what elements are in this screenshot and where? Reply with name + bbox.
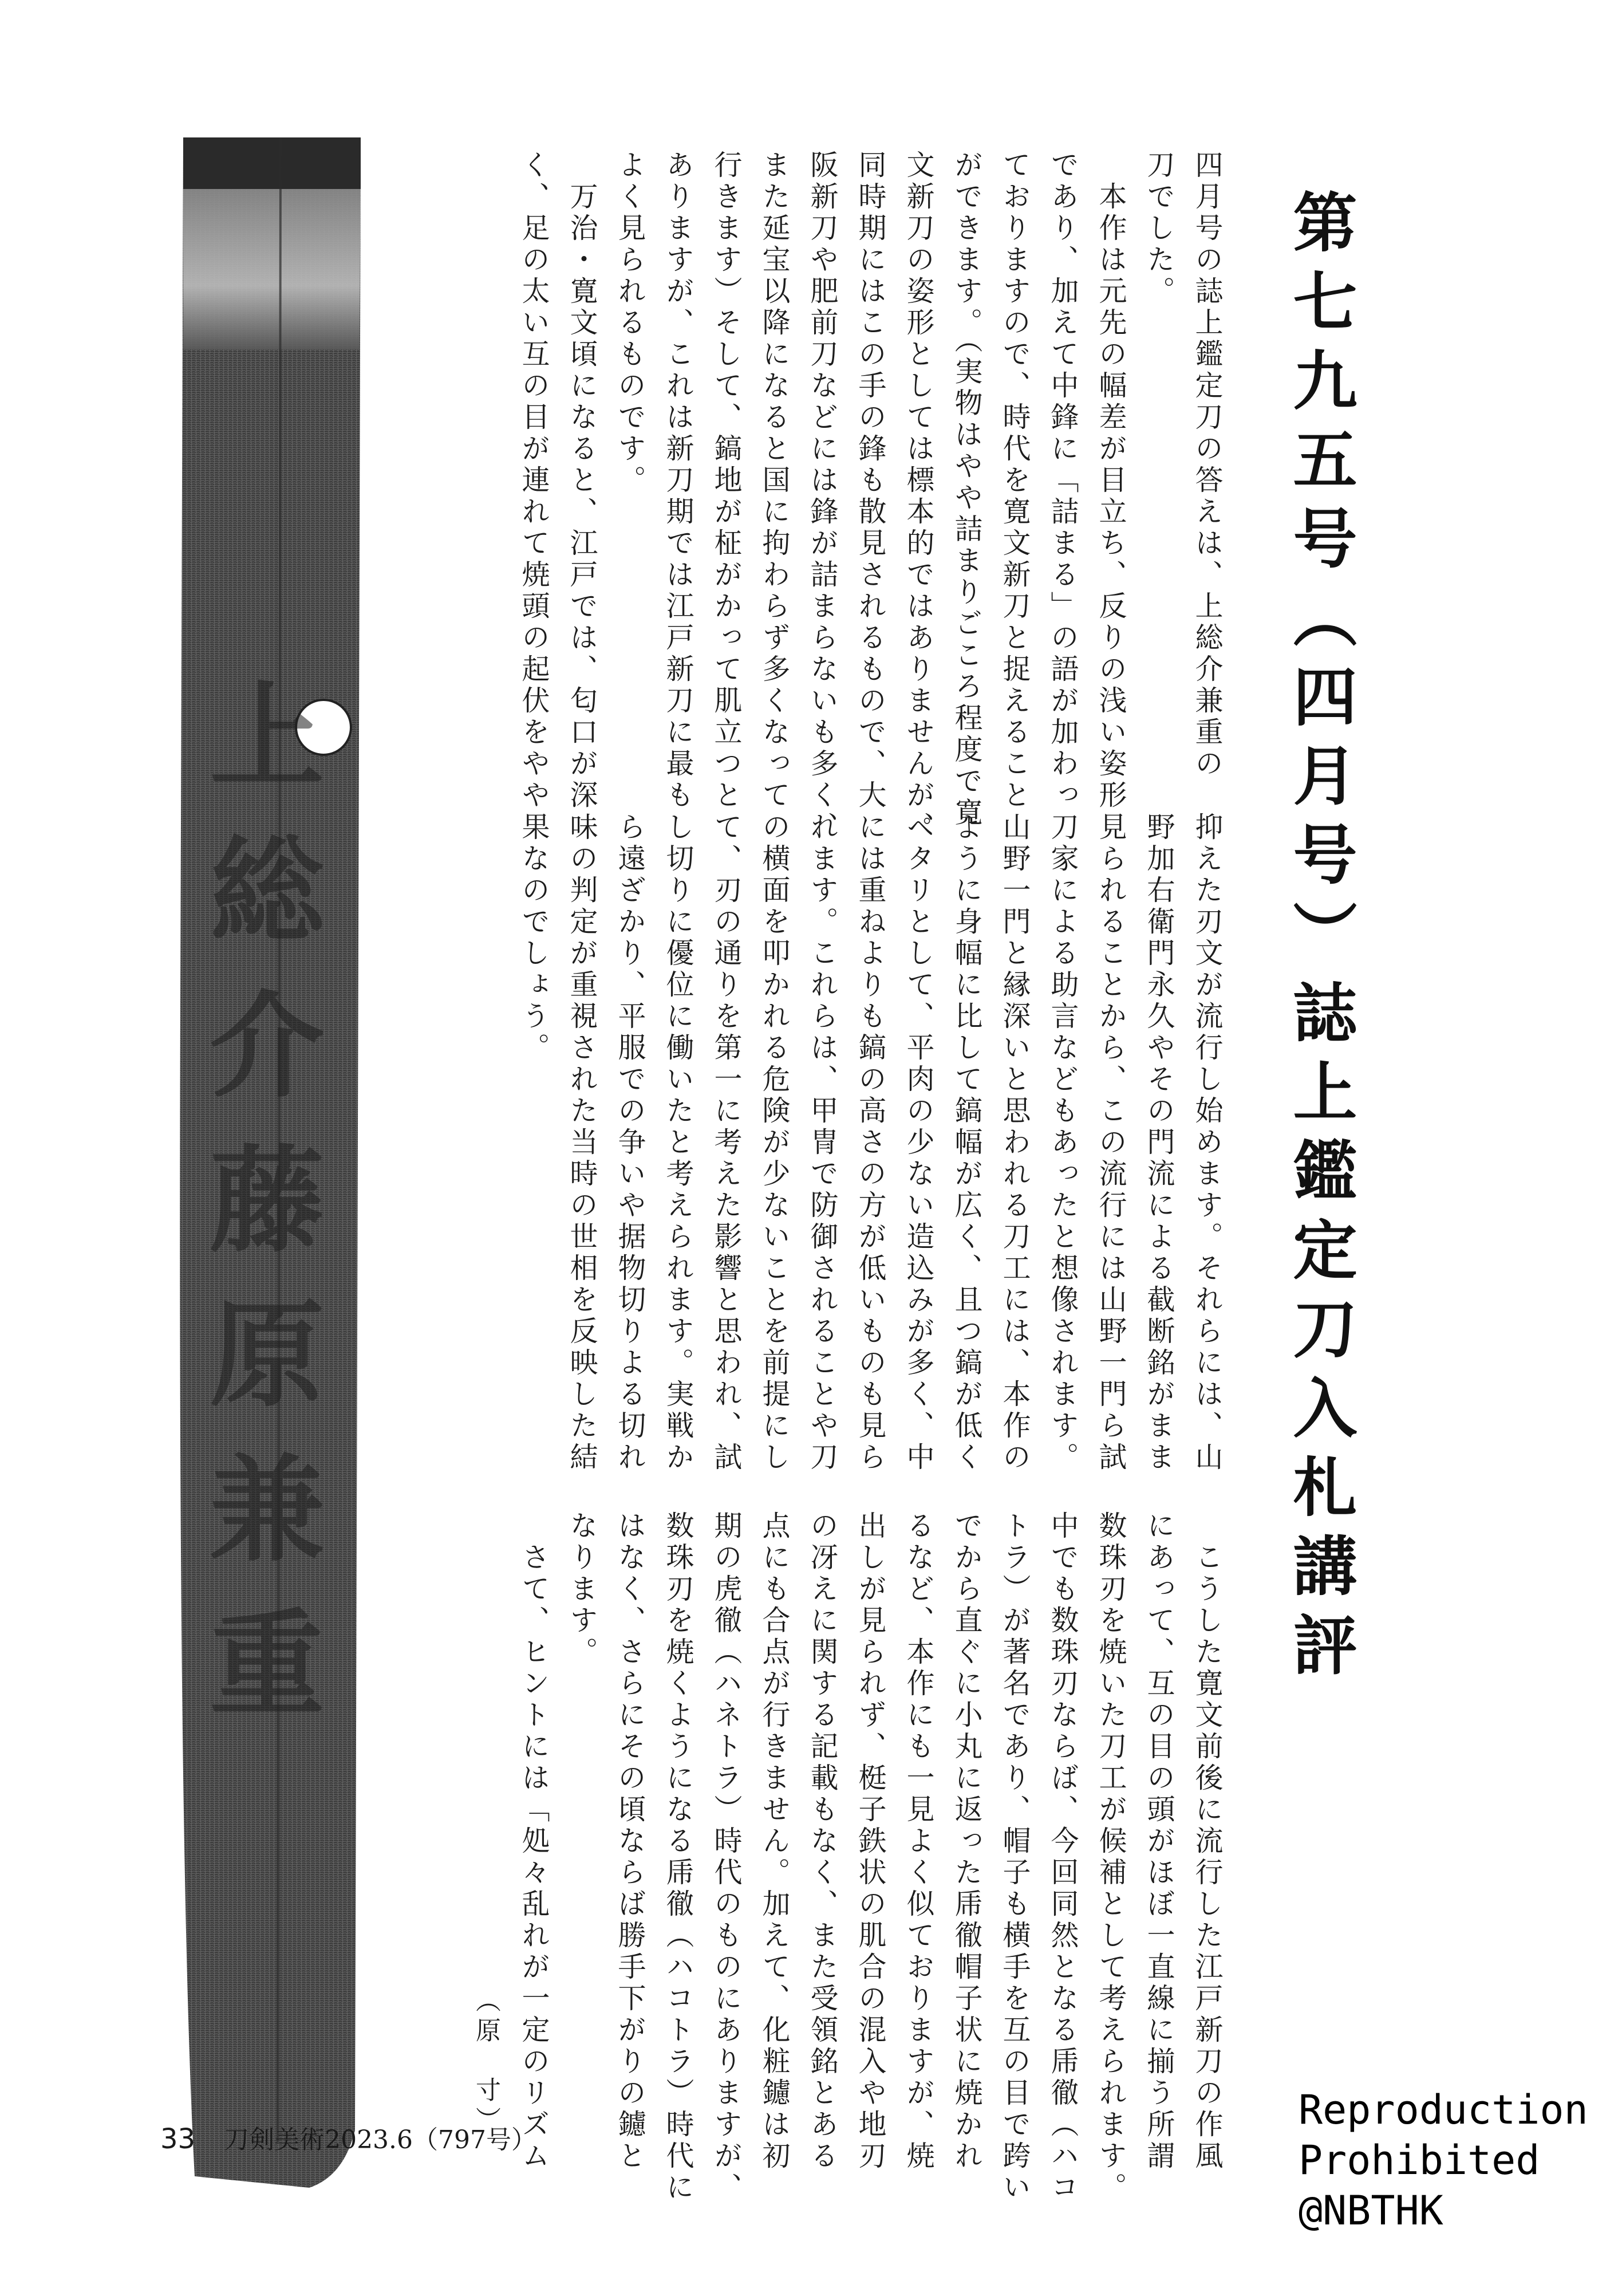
text-column-line: 同時期にはこの手の鋒も散見されるもので、大	[854, 150, 887, 812]
text-column-line: 本作は元先の幅差が目立ち、反りの浅い姿形	[1095, 150, 1127, 812]
text-column-line: 数珠刃を焼いた刀工が候補として考えられます。	[1095, 1511, 1127, 2204]
body-text-block-3	[518, 1511, 1231, 2204]
text-column-line: なります。	[566, 1511, 598, 1668]
scale-caption: （原 寸）	[471, 1987, 500, 2136]
text-column-line: また延宝以降になると国に拘わらず多くなって	[758, 150, 791, 812]
text-column-line: 行きます）そして、鎬地が柾がかって肌立つと	[710, 150, 743, 812]
body-text-block-2	[515, 812, 1231, 1511]
text-column-line: の横面を叩かれる危険が少ないことを前提にし	[758, 812, 791, 1474]
text-column-line: 期の虎徹（ハネトラ）時代のものにありますが、	[710, 1511, 743, 2204]
text-column-line: トラ）が著名であり、帽子も横手を互の目で跨い	[999, 1511, 1031, 2204]
text-column-line: よく見られるものです。	[614, 150, 646, 497]
text-column-line: 文新刀の姿形としては標本的ではありませんが、	[902, 150, 935, 843]
text-column-line: にあって、互の目の頭がほぼ一直線に揃う所謂	[1143, 1511, 1175, 2172]
text-column-line: れます。これらは、甲冑で防御されることや刀	[806, 812, 839, 1474]
body-text-block-1	[515, 150, 1231, 843]
text-column-line: ら遠ざかり、平服での争いや据物切りよる切れ	[614, 812, 646, 1474]
text-column-line: 山野一門と縁深いと思われる刀工には、本作の	[999, 812, 1031, 1474]
page-number: 33	[160, 2123, 196, 2155]
text-column-line: こうした寛文前後に流行した江戸新刀の作風	[1191, 1511, 1224, 2172]
text-column-line: 果なのでしょう。	[518, 812, 550, 1064]
text-column-line: ておりますので、時代を寛文新刀と捉えること	[999, 150, 1031, 812]
text-column-line: ができます。（実物はやや詰まりごころ程度で寛	[950, 150, 983, 829]
text-column-line: であり、加えて中鋒に「詰まる」の語が加わっ	[1047, 150, 1079, 812]
text-column-line: 出しが見られず、梃子鉄状の肌合の混入や地刃	[854, 1511, 887, 2172]
text-column-line: 抑えた刃文が流行し始めます。それらには、山	[1191, 812, 1224, 1474]
text-column-line: 数珠刃を焼くようになる乕徹（ハコトラ）時代に	[662, 1511, 694, 2204]
text-column-line: し切りに優位に働いたと考えられます。実戦か	[662, 812, 694, 1474]
watermark-text: Reproduction Prohibited @NBTHK	[1299, 2086, 1588, 2234]
text-column-line: 野加右衛門永久やその門流による截断銘がまま	[1143, 812, 1175, 1474]
text-column-line: 中でも数珠刃ならば、今回同然となる乕徹（ハコ	[1047, 1511, 1079, 2204]
text-column-line: には重ねよりも鎬の高さの方が低いものも見ら	[854, 812, 887, 1474]
text-column-line: 阪新刀や肥前刀などには鋒が詰まらないも多く、	[806, 150, 839, 843]
text-column-line: さて、ヒントには「処々乱れが一定のリズム	[518, 1511, 550, 2172]
text-column-line: て、刃の通りを第一に考えた影響と思われ、試	[710, 812, 743, 1474]
text-column-line: はなく、さらにその頃ならば勝手下がりの鑢と	[614, 1511, 646, 2172]
text-column-line: ように身幅に比して鎬幅が広く、且つ鎬が低く	[950, 812, 983, 1474]
text-column-line: 万治・寛文頃になると、江戸では、匂口が深	[566, 150, 598, 812]
text-column-line: 見られることから、この流行には山野一門ら試	[1095, 812, 1127, 1474]
text-column-line: ありますが、これは新刀期では江戸新刀に最も	[662, 150, 694, 812]
text-column-line: 味の判定が重視された当時の世相を反映した結	[566, 812, 598, 1474]
text-column-line: でから直ぐに小丸に返った乕徹帽子状に焼かれ	[950, 1511, 983, 2172]
publication-info: 刀剣美術2023.6（797号）	[224, 2125, 537, 2155]
text-column-line: ペタリとして、平肉の少ない造込みが多く、中	[902, 812, 935, 1474]
text-column-line: の冴えに関する記載もなく、また受領銘とある	[806, 1511, 839, 2172]
text-column-line: 四月号の誌上鑑定刀の答えは、上総介兼重の	[1191, 150, 1224, 780]
article-title: 第七九五号（四月号）誌上鑑定刀入札講評	[1282, 189, 1357, 1691]
sword-inscription: 上総介藤原兼重	[191, 676, 325, 1758]
text-column-line: く、足の太い互の目が連れて焼頭の起伏をやや	[518, 150, 550, 812]
page-footer	[160, 2119, 536, 2156]
text-column-line: 点にも合点が行きません。加えて、化粧鑢は初	[758, 1511, 791, 2172]
text-column-line: 刀でした。	[1143, 150, 1175, 308]
text-column-line: るなど、本作にも一見よく似ておりますが、焼	[902, 1511, 935, 2172]
text-column-line: 刀家による助言などもあったと想像されます。	[1047, 812, 1079, 1474]
